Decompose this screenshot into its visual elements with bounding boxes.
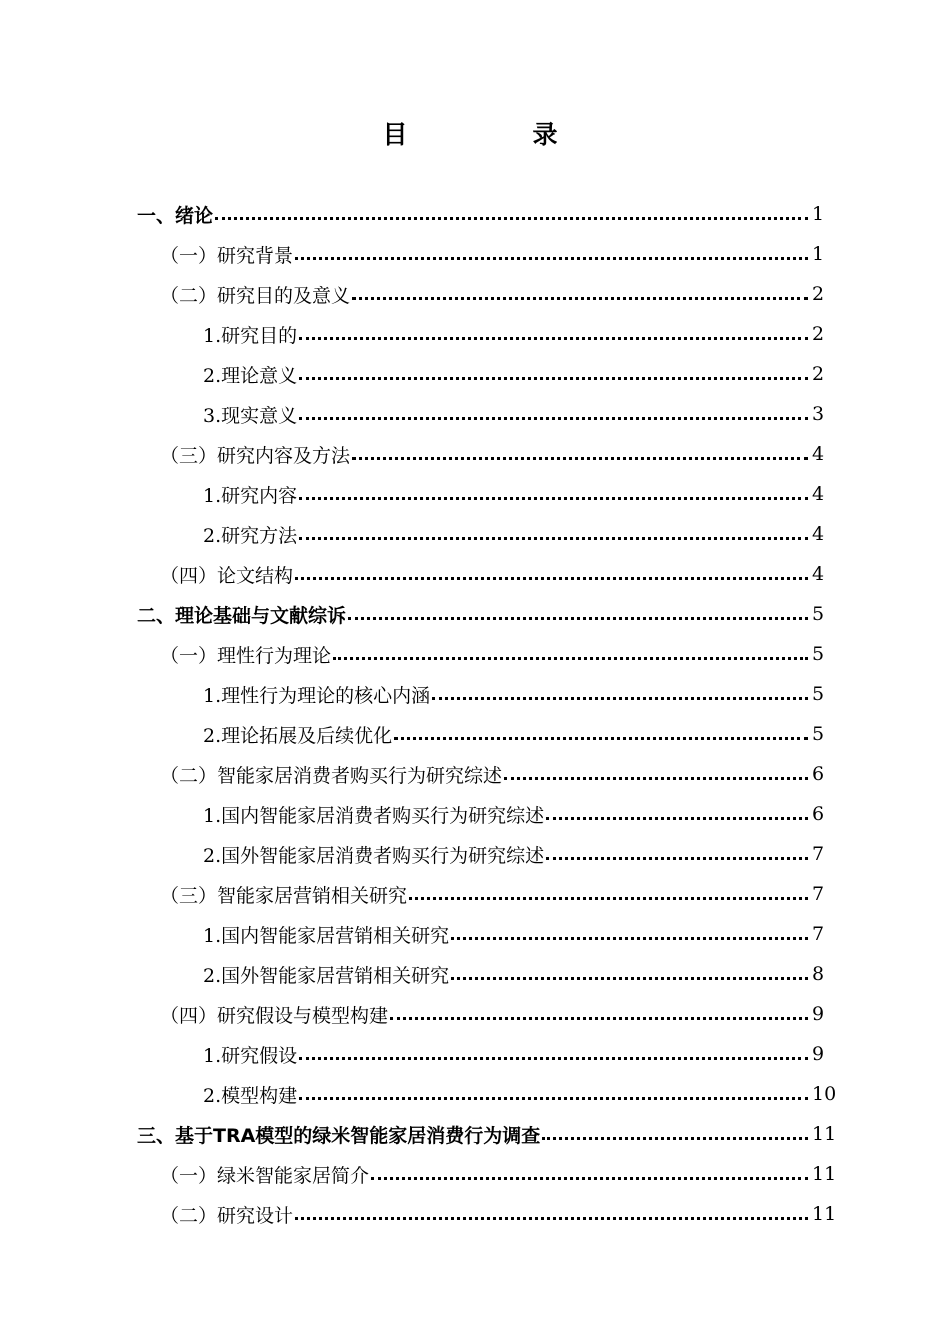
toc-entry-label: 2.模型构建	[203, 1084, 298, 1107]
toc-entry-label: （一）理性行为理论	[160, 644, 332, 667]
toc-entry-level-3[interactable]	[0, 914, 950, 954]
toc-entry-label: （四）论文结构	[160, 564, 294, 587]
toc-entry-page-number: 7	[812, 843, 825, 865]
toc-entry-page-number: 5	[812, 643, 825, 665]
toc-entry-level-3[interactable]	[0, 474, 950, 514]
toc-entry-level-2[interactable]	[0, 874, 950, 914]
table-of-contents	[0, 194, 950, 1234]
toc-entry-level-1[interactable]	[0, 194, 950, 234]
toc-entry-label: 1.研究内容	[203, 484, 298, 507]
dot-leader	[215, 217, 808, 220]
toc-entry-page-number: 7	[812, 923, 825, 945]
toc-entry-label: 三、基于TRA模型的绿米智能家居消费行为调查	[137, 1124, 541, 1147]
toc-entry-label: （一）绿米智能家居简介	[160, 1164, 370, 1187]
toc-entry-level-3[interactable]	[0, 354, 950, 394]
toc-entry-label: 2.理论意义	[203, 364, 298, 387]
dot-leader	[352, 457, 808, 460]
dot-leader	[432, 697, 808, 700]
toc-entry-page-number: 5	[812, 683, 825, 705]
toc-entry-level-2[interactable]	[0, 634, 950, 674]
toc-entry-label: 2.国外智能家居消费者购买行为研究综述	[203, 844, 545, 867]
toc-entry-page-number: 11	[812, 1123, 837, 1145]
toc-entry-level-3[interactable]	[0, 1074, 950, 1114]
toc-entry-label: 一、绪论	[137, 204, 214, 227]
toc-entry-page-number: 11	[812, 1163, 837, 1185]
toc-entry-level-3[interactable]	[0, 834, 950, 874]
page-title: 目 录	[382, 120, 608, 149]
dot-leader	[352, 297, 808, 300]
toc-entry-label: 1.国内智能家居营销相关研究	[203, 924, 450, 947]
toc-entry-level-2[interactable]	[0, 274, 950, 314]
toc-entry-label: （二）研究目的及意义	[160, 284, 351, 307]
toc-entry-level-3[interactable]	[0, 954, 950, 994]
toc-entry-page-number: 4	[812, 443, 825, 465]
dot-leader	[295, 1217, 808, 1220]
dot-leader	[504, 777, 808, 780]
dot-leader	[333, 657, 808, 660]
toc-entry-label: （一）研究背景	[160, 244, 294, 267]
dot-leader	[546, 857, 808, 860]
toc-entry-label: 1.理性行为理论的核心内涵	[203, 684, 431, 707]
dot-leader	[299, 537, 808, 540]
dot-leader	[371, 1177, 808, 1180]
toc-entry-page-number: 8	[812, 963, 825, 985]
toc-entry-level-2[interactable]	[0, 754, 950, 794]
toc-entry-level-2[interactable]	[0, 1154, 950, 1194]
toc-entry-level-2[interactable]	[0, 554, 950, 594]
toc-entry-page-number: 2	[812, 363, 825, 385]
toc-entry-label: 1.研究目的	[203, 324, 298, 347]
toc-entry-level-2[interactable]	[0, 994, 950, 1034]
toc-entry-page-number: 11	[812, 1203, 837, 1225]
toc-entry-label: （二）研究设计	[160, 1204, 294, 1227]
toc-entry-label: 1.研究假设	[203, 1044, 298, 1067]
dot-leader	[546, 817, 808, 820]
toc-entry-page-number: 5	[812, 723, 825, 745]
toc-entry-page-number: 1	[812, 243, 825, 265]
toc-entry-page-number: 2	[812, 283, 825, 305]
toc-entry-page-number: 2	[812, 323, 825, 345]
dot-leader	[299, 377, 808, 380]
toc-entry-page-number: 4	[812, 483, 825, 505]
toc-entry-level-3[interactable]	[0, 314, 950, 354]
toc-entry-page-number: 6	[812, 763, 825, 785]
dot-leader	[299, 497, 808, 500]
toc-entry-page-number: 10	[812, 1083, 837, 1105]
toc-entry-page-number: 1	[812, 203, 825, 225]
toc-entry-level-2[interactable]	[0, 1194, 950, 1234]
toc-entry-level-3[interactable]	[0, 1034, 950, 1074]
toc-entry-level-3[interactable]	[0, 514, 950, 554]
toc-entry-label: 2.研究方法	[203, 524, 298, 547]
toc-entry-page-number: 4	[812, 523, 825, 545]
toc-entry-label: 二、理论基础与文献综诉	[137, 604, 347, 627]
toc-entry-level-2[interactable]	[0, 434, 950, 474]
toc-entry-level-3[interactable]	[0, 714, 950, 754]
dot-leader	[299, 1097, 808, 1100]
toc-entry-label: 2.国外智能家居营销相关研究	[203, 964, 450, 987]
toc-entry-level-3[interactable]	[0, 794, 950, 834]
dot-leader	[451, 937, 808, 940]
dot-leader	[542, 1137, 808, 1140]
toc-entry-label: （三）研究内容及方法	[160, 444, 351, 467]
toc-entry-page-number: 4	[812, 563, 825, 585]
toc-entry-page-number: 9	[812, 1003, 825, 1025]
toc-entry-page-number: 5	[812, 603, 825, 625]
toc-entry-label: 2.理论拓展及后续优化	[203, 724, 393, 747]
toc-entry-level-3[interactable]	[0, 394, 950, 434]
dot-leader	[295, 257, 808, 260]
toc-entry-label: （二）智能家居消费者购买行为研究综述	[160, 764, 503, 787]
toc-entry-level-1[interactable]	[0, 594, 950, 634]
toc-entry-level-1[interactable]	[0, 1114, 950, 1154]
dot-leader	[390, 1017, 808, 1020]
toc-entry-level-2[interactable]	[0, 234, 950, 274]
toc-entry-page-number: 7	[812, 883, 825, 905]
toc-entry-label: 3.现实意义	[203, 404, 298, 427]
toc-entry-label: （三）智能家居营销相关研究	[160, 884, 408, 907]
toc-entry-label: （四）研究假设与模型构建	[160, 1004, 389, 1027]
toc-entry-page-number: 9	[812, 1043, 825, 1065]
toc-entry-label: 1.国内智能家居消费者购买行为研究综述	[203, 804, 545, 827]
dot-leader	[299, 417, 808, 420]
dot-leader	[451, 977, 808, 980]
toc-entry-page-number: 6	[812, 803, 825, 825]
toc-entry-page-number: 3	[812, 403, 825, 425]
dot-leader	[348, 617, 808, 620]
dot-leader	[394, 737, 808, 740]
dot-leader	[295, 577, 808, 580]
dot-leader	[299, 1057, 808, 1060]
dot-leader	[409, 897, 808, 900]
dot-leader	[299, 337, 808, 340]
toc-entry-level-3[interactable]	[0, 674, 950, 714]
